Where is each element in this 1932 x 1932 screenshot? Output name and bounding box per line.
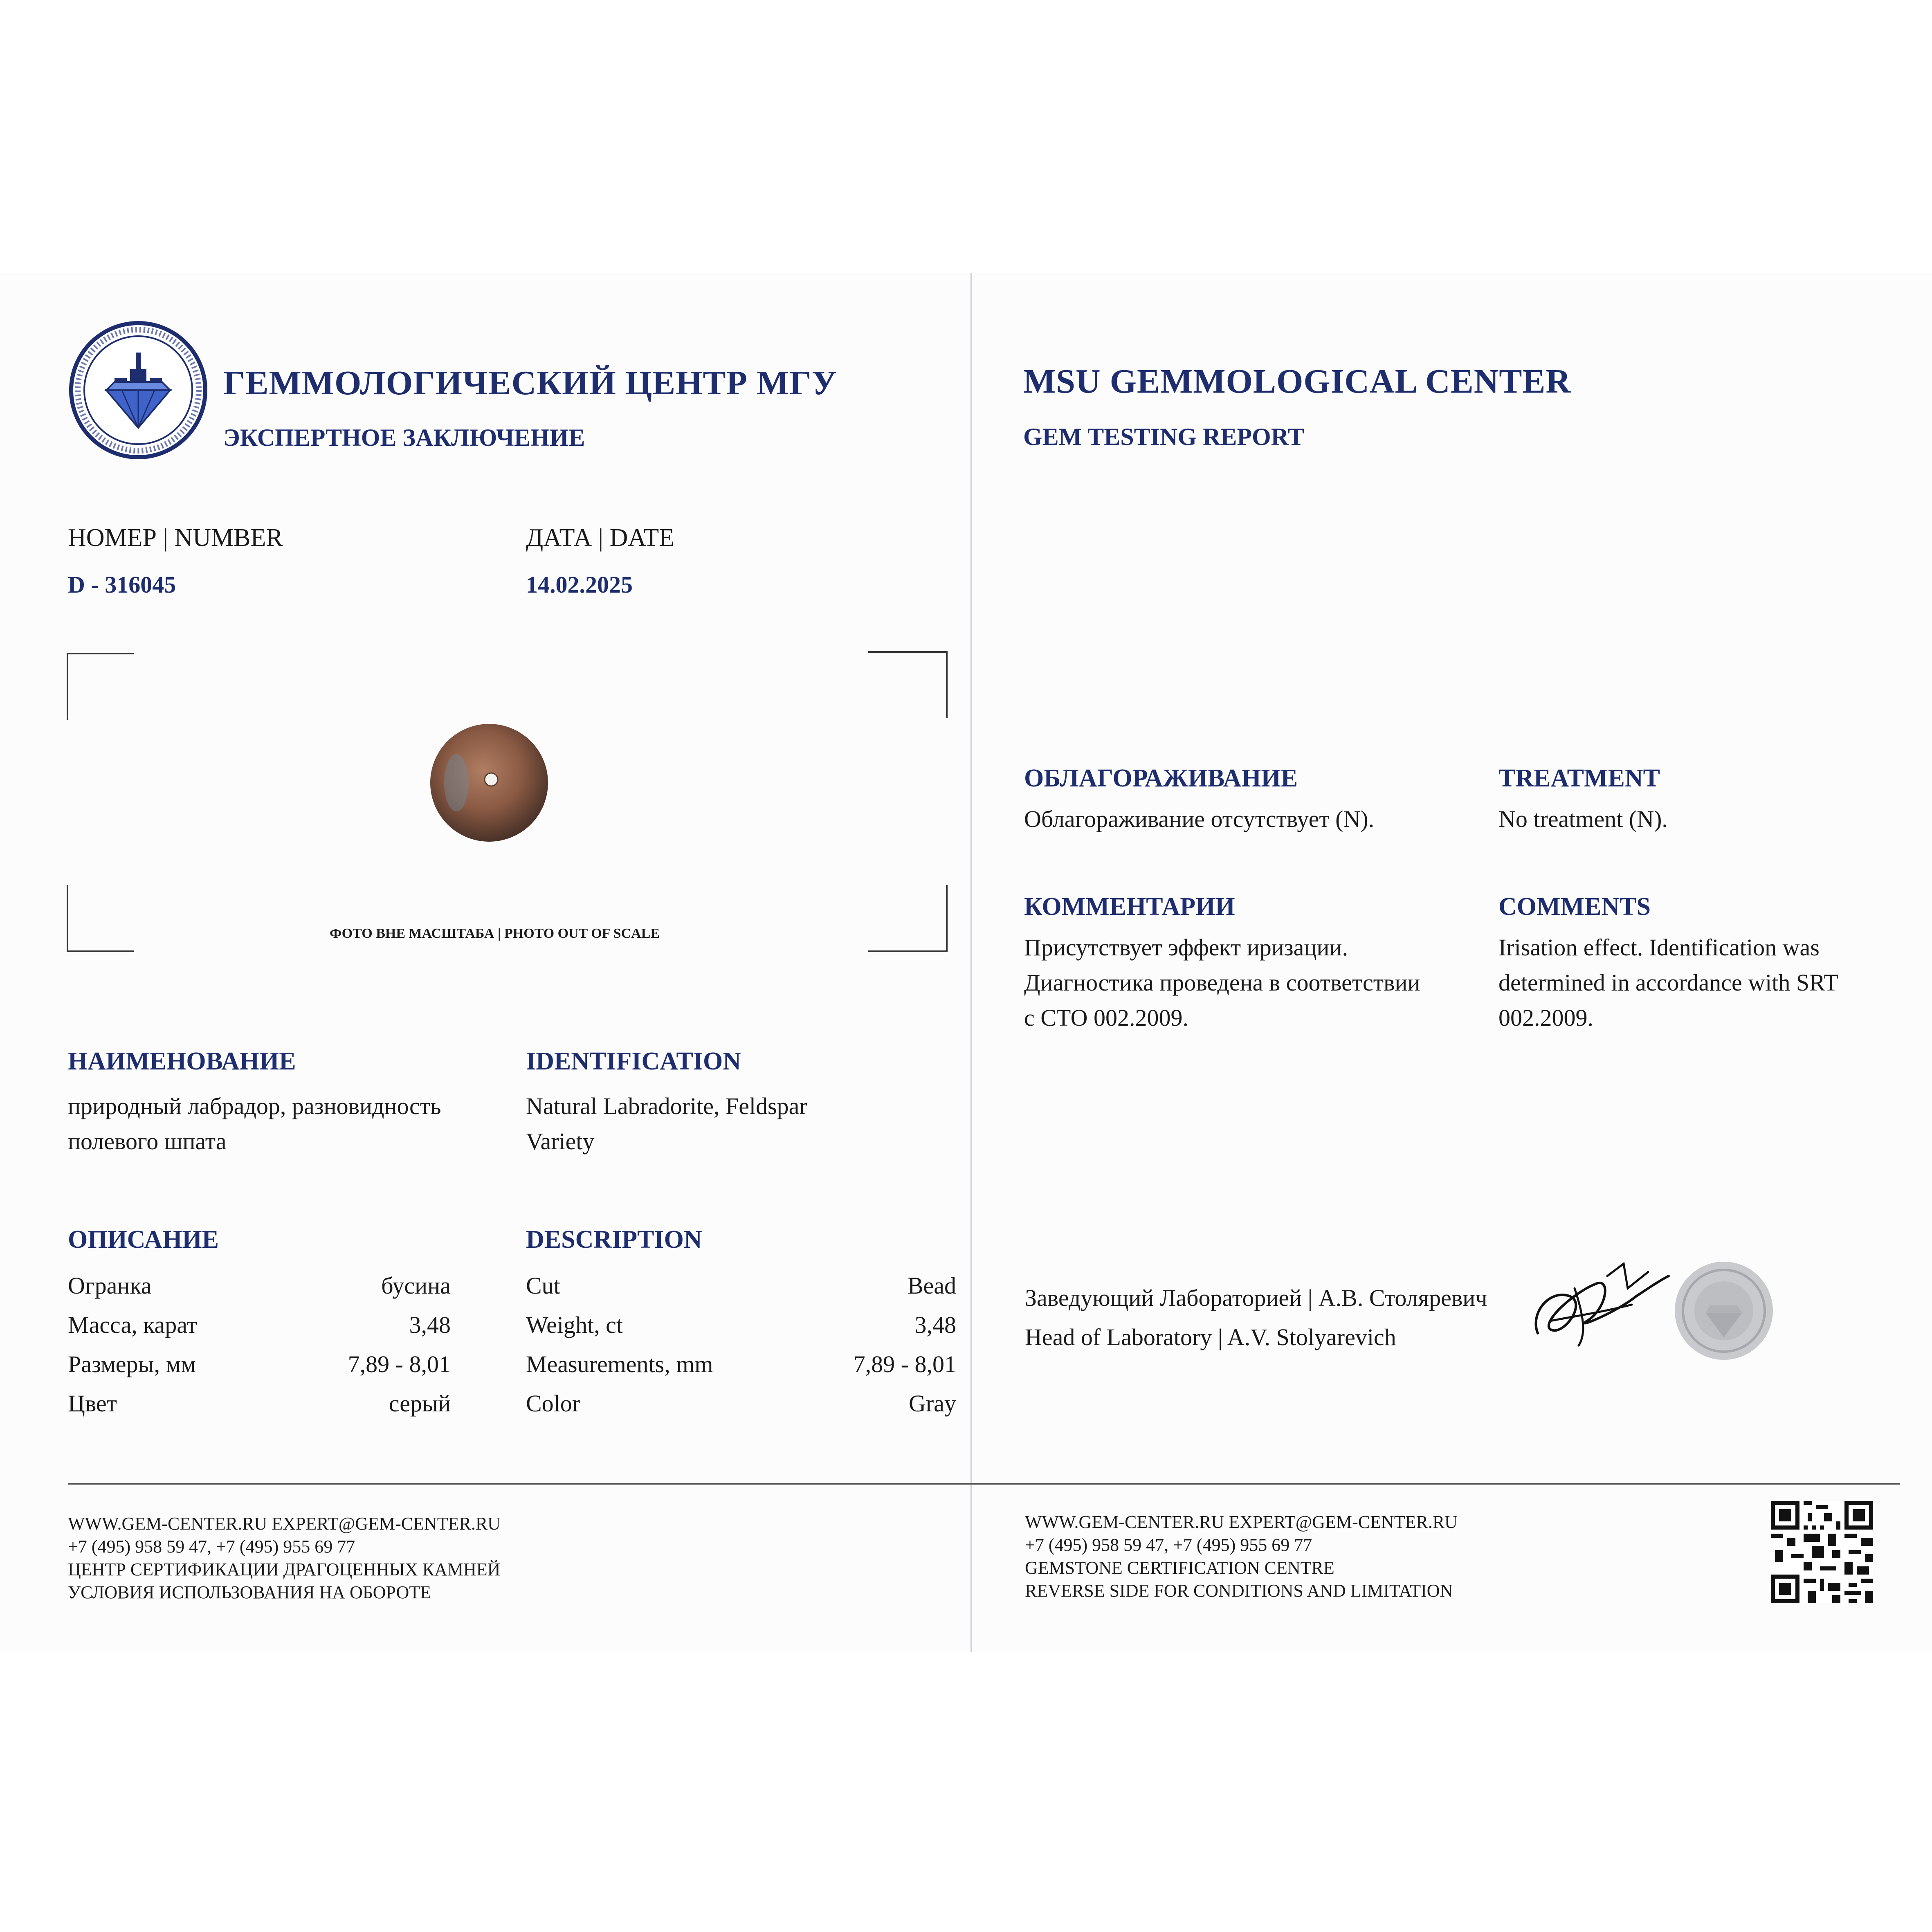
right-footer-line: GEMSTONE CERTIFICATION CENTRE xyxy=(1025,1558,1334,1578)
desc-en-label: Weight, ct xyxy=(526,1312,623,1338)
desc-en-value: 7,89 - 8,01 xyxy=(853,1351,956,1377)
stone-photo-icon xyxy=(428,721,550,844)
treatment-text-ru: Облагораживание отсутствует (N). xyxy=(1024,806,1375,832)
head-of-lab-ru: Заведующий Лабораторией | А.В. Столяревич xyxy=(1025,1285,1487,1311)
signature-icon xyxy=(1525,1251,1681,1358)
date-label: ДАТА | DATE xyxy=(526,524,675,552)
desc-en-label: Color xyxy=(526,1390,580,1417)
left-subtitle: ЭКСПЕРТНОЕ ЗАКЛЮЧЕНИЕ xyxy=(223,424,585,451)
treatment-text-en: No treatment (N). xyxy=(1498,806,1668,832)
comments-text-en: Irisation effect. Identification was determined in accordance with SRT 002.2009. xyxy=(1498,934,1838,1031)
center-divider xyxy=(970,273,972,1652)
number-value: D - 316045 xyxy=(68,571,176,598)
name-text-ru: природный лабрадор, разновидность полевого шпата xyxy=(68,1093,441,1155)
desc-ru-value: 7,89 - 8,01 xyxy=(348,1351,451,1377)
stamp-icon xyxy=(1673,1260,1775,1362)
photo-frame-corner xyxy=(67,885,134,952)
desc-ru-label: Размеры, мм xyxy=(68,1351,196,1377)
desc-ru-value: 3,48 xyxy=(409,1312,451,1338)
desc-en-value: Gray xyxy=(909,1390,956,1417)
msu-logo-icon xyxy=(69,321,208,460)
left-footer-line: WWW.GEM-CENTER.RU EXPERT@GEM-CENTER.RU xyxy=(68,1514,501,1534)
left-footer-line: +7 (495) 958 59 47, +7 (495) 955 69 77 xyxy=(68,1537,355,1557)
name-heading-en: IDENTIFICATION xyxy=(526,1047,741,1075)
desc-ru-value: серый xyxy=(389,1390,451,1417)
comments-heading-ru: КОММЕНТАРИИ xyxy=(1024,893,1235,921)
desc-en-value: Bead xyxy=(907,1272,956,1299)
desc-en-value: 3,48 xyxy=(914,1312,956,1338)
photo-caption: ФОТО ВНЕ МАСШТАБА | PHOTO OUT OF SCALE xyxy=(330,926,660,941)
desc-en-label: Cut xyxy=(526,1272,560,1299)
desc-en-label: Measurements, mm xyxy=(526,1351,713,1377)
right-footer-line: +7 (495) 958 59 47, +7 (495) 955 69 77 xyxy=(1025,1535,1312,1555)
left-title: ГЕММОЛОГИЧЕСКИЙ ЦЕНТР МГУ xyxy=(223,364,838,402)
treatment-heading-en: TREATMENT xyxy=(1498,764,1660,792)
photo-frame-corner xyxy=(67,653,134,720)
date-value: 14.02.2025 xyxy=(526,571,633,598)
photo-frame-corner xyxy=(868,885,948,952)
right-title: MSU GEMMOLOGICAL CENTER xyxy=(1023,362,1571,400)
right-footer-line: REVERSE SIDE FOR CONDITIONS AND LIMITATION xyxy=(1025,1581,1453,1601)
treatment-heading-ru: ОБЛАГОРАЖИВАНИЕ xyxy=(1024,764,1298,792)
photo-frame-corner xyxy=(868,651,948,718)
number-label: НОМЕР | NUMBER xyxy=(68,524,283,552)
name-heading-ru: НАИМЕНОВАНИЕ xyxy=(68,1047,296,1075)
right-subtitle: GEM TESTING REPORT xyxy=(1023,423,1304,450)
comments-text-ru: Присутствует эффект иризации. Диагностика проведена в соответствии с СТО 002.2009. xyxy=(1024,934,1420,1031)
desc-ru-label: Цвет xyxy=(68,1390,117,1417)
comments-heading-en: COMMENTS xyxy=(1498,893,1651,921)
desc-ru-label: Огранка xyxy=(68,1272,152,1299)
name-text-en: Natural Labradorite, Feldspar Variety xyxy=(526,1093,807,1155)
head-of-lab-en: Head of Laboratory | A.V. Stolyarevich xyxy=(1025,1324,1396,1350)
left-footer-line: УСЛОВИЯ ИСПОЛЬЗОВАНИЯ НА ОБОРОТЕ xyxy=(68,1582,431,1602)
desc-heading-en: DESCRIPTION xyxy=(526,1226,702,1254)
desc-ru-value: бусина xyxy=(381,1272,451,1299)
desc-ru-label: Масса, карат xyxy=(68,1312,197,1338)
left-footer-line: ЦЕНТР СЕРТИФИКАЦИИ ДРАГОЦЕННЫХ КАМНЕЙ xyxy=(68,1559,501,1579)
qr-code-icon[interactable] xyxy=(1771,1501,1873,1603)
desc-heading-ru: ОПИСАНИЕ xyxy=(68,1226,219,1254)
right-footer-line: WWW.GEM-CENTER.RU EXPERT@GEM-CENTER.RU xyxy=(1025,1512,1458,1532)
footer-divider xyxy=(68,1483,1900,1485)
